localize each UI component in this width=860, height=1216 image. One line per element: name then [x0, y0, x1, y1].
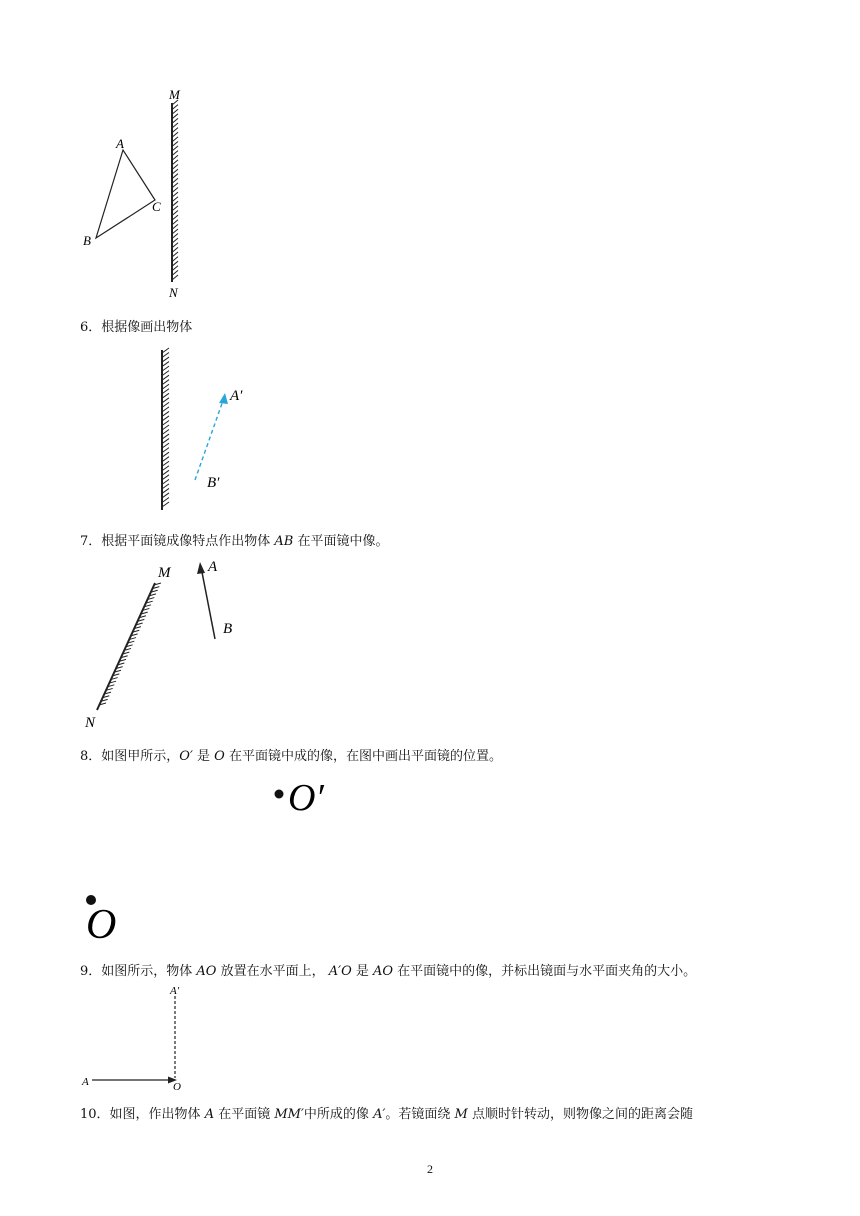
mirror-hatch	[162, 484, 169, 489]
mirror-hatch	[162, 357, 169, 362]
question-text-end: 在平面镜中像。	[293, 534, 389, 549]
object-ab	[201, 567, 215, 639]
mirror-hatch	[162, 380, 169, 385]
mirror-hatch	[162, 402, 169, 407]
a-prime-label: A′	[373, 1107, 386, 1122]
question-7	[80, 530, 389, 549]
question-text: 如图，作出物体	[109, 1107, 205, 1122]
question-number: 9．	[80, 964, 102, 979]
label-a: A	[116, 136, 124, 151]
label-o: O	[86, 902, 117, 948]
image-arrow-dashed	[195, 395, 225, 480]
mirror-hatch	[162, 461, 169, 466]
mirror-hatch	[162, 393, 169, 398]
mirror-hatch	[162, 452, 169, 457]
mirror-mn	[172, 100, 178, 282]
label-m: M	[169, 87, 180, 102]
point-o-prime	[275, 790, 284, 799]
figure-image-arrow	[150, 345, 270, 515]
question-6	[80, 316, 192, 335]
ao-label: AO	[373, 964, 394, 979]
question-text-end: 在平面镜中成的像，在图中画出平面镜的位置。	[224, 749, 502, 764]
mirror-hatch	[162, 348, 169, 353]
mm-label: MM′	[274, 1107, 304, 1122]
label-m: M	[158, 565, 171, 581]
mirror-hatch	[162, 439, 169, 444]
mirror-hatch	[162, 389, 169, 394]
page-number: 2	[427, 1162, 433, 1176]
m-label: M	[454, 1107, 468, 1122]
question-number: 10．	[80, 1107, 110, 1122]
mirror-hatch	[162, 448, 169, 453]
question-text-end: 在平面镜中的像，并标出镜面与水平面夹角的大小。	[393, 964, 697, 979]
label-o-prime: O′	[288, 777, 324, 819]
mirror-hatch	[162, 411, 169, 416]
question-text: 是	[351, 964, 373, 979]
mirror-hatch	[162, 416, 169, 421]
arrow-head	[197, 562, 205, 574]
label-a-prime: A′	[230, 388, 243, 404]
ao-label: AO	[196, 964, 217, 979]
mirror-hatch	[162, 457, 169, 462]
label-a-prime: A′	[170, 985, 180, 997]
mirror-hatch	[162, 475, 169, 480]
mirror-hatch	[162, 466, 169, 471]
label-b: B	[83, 233, 91, 248]
label-a: A	[82, 1076, 89, 1088]
mirror-hatch	[162, 470, 169, 475]
mirror-hatch	[162, 353, 169, 358]
label-b: B	[223, 621, 233, 637]
label-n: N	[85, 715, 96, 731]
mirror-hatch	[162, 443, 169, 448]
question-8	[80, 745, 502, 764]
question-10	[80, 1103, 693, 1122]
figure-triangle-mirror	[78, 85, 218, 300]
question-number: 7．	[80, 534, 102, 549]
mirror-hatch	[162, 502, 169, 507]
mirror-hatch	[162, 488, 169, 493]
o-label: O	[214, 749, 225, 764]
mirror-hatch	[162, 479, 169, 484]
question-text: 。若镜面绕	[385, 1107, 455, 1122]
triangle-abc	[96, 150, 155, 238]
mirror-hatch	[162, 375, 169, 380]
question-text: 在平面镜	[214, 1107, 275, 1122]
mirror-hatch	[162, 430, 169, 435]
question-text: 如图所示，物体	[101, 964, 197, 979]
mirror-hatch	[162, 371, 169, 376]
question-text: 如图甲所示，	[101, 749, 180, 764]
question-text: 根据平面镜成像特点作出物体	[101, 534, 275, 549]
question-number: 6．	[80, 320, 102, 335]
a-label: A	[204, 1107, 215, 1122]
mirror-hatch	[162, 407, 169, 412]
a-prime-o-label: A′O	[328, 964, 352, 979]
object-label: AB	[274, 534, 294, 549]
label-a: A	[208, 559, 218, 575]
question-text: 根据像画出物体	[101, 320, 193, 335]
question-text-end: 点顺时针转动，则物像之间的距离会随	[467, 1107, 693, 1122]
label-n: N	[169, 285, 178, 300]
figure-slanted-mirror	[80, 555, 250, 735]
question-9	[80, 960, 696, 979]
question-text: 中所成的像	[303, 1107, 374, 1122]
mirror-hatch	[162, 384, 169, 389]
mirror-hatch	[162, 425, 169, 430]
mirror-hatch	[162, 434, 169, 439]
mirror-hatch	[162, 493, 169, 498]
mirror-hatch	[162, 497, 169, 502]
mirror-mn	[97, 583, 161, 710]
o-prime-label: O′	[179, 749, 193, 764]
arrow-head	[219, 393, 228, 404]
question-text: 是	[192, 749, 215, 764]
mirror-hatch	[162, 362, 169, 367]
figure-ao-image	[78, 982, 208, 1092]
mirror-hatch	[162, 398, 169, 403]
label-o: O	[173, 1081, 181, 1093]
label-b-prime: B′	[207, 475, 220, 491]
mirror	[162, 348, 169, 510]
question-text: 放置在水平面上，	[216, 964, 329, 979]
question-number: 8．	[80, 749, 102, 764]
label-c: C	[152, 199, 161, 214]
mirror-hatch	[162, 366, 169, 371]
figure-points	[80, 770, 380, 950]
mirror-hatch	[162, 420, 169, 425]
